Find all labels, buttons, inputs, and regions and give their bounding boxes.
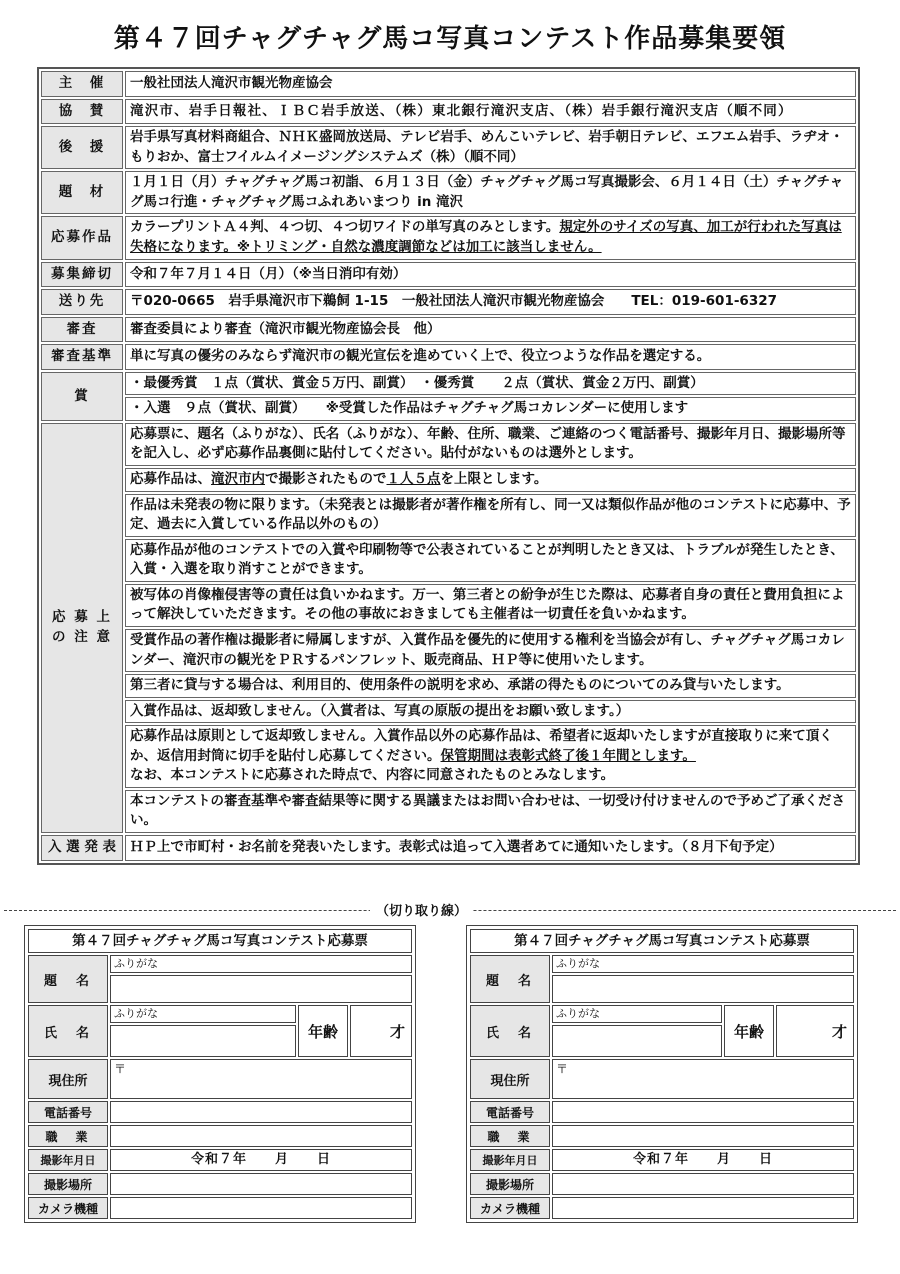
row-address xyxy=(41,289,856,315)
entry-form-title: 第４７回チャグチャグ馬コ写真コンテスト応募票 xyxy=(470,929,854,953)
title-furigana-field[interactable]: ふりがな xyxy=(110,955,412,973)
job-field[interactable] xyxy=(110,1125,412,1147)
form-phone-fields xyxy=(552,1101,854,1123)
row-prize-2 xyxy=(41,397,856,421)
form-date-fields xyxy=(110,1149,412,1171)
label-sponsor: 協 賛 xyxy=(41,99,123,125)
row-prize-1 xyxy=(41,372,856,396)
notice-item: 受賞作品の著作権は撮影者に帰属しますが、入賞作品を優先的に使用する権利を当協会が有し、チャグチャグ馬コカレンダー、滝沢市の観光をＰＲするパンフレット、販売商品、ＨＰ等に使用いたします。 xyxy=(125,629,856,672)
age-label: 年齢 xyxy=(724,1005,774,1057)
form-label-date: 撮影年月日 xyxy=(28,1149,108,1171)
form-row-date xyxy=(470,1149,854,1171)
form-label-address: 現住所 xyxy=(28,1059,108,1099)
notice-item: 応募作品が他のコンテストでの入賞や印刷物等で公表されていることが判明したとき又は、トラブルが発生したとき、入賞・入選を取り消すことができます。 xyxy=(125,539,856,582)
page-title: 第４７回チャグチャグ馬コ写真コンテスト作品募集要領 xyxy=(113,24,787,54)
form-address-fields xyxy=(110,1059,412,1099)
row-notice-10 xyxy=(41,790,856,833)
label-address: 送り先 xyxy=(41,289,123,315)
form-row-name xyxy=(470,1005,854,1057)
form-label-date: 撮影年月日 xyxy=(470,1149,550,1171)
form-row-place xyxy=(470,1173,854,1195)
form-label-place: 撮影場所 xyxy=(470,1173,550,1195)
row-judging xyxy=(41,317,856,343)
return-text-c: なお、本コンテストに応募された時点で、内容に同意されたものとみなします。 xyxy=(130,767,615,784)
form-place-fields xyxy=(110,1173,412,1195)
entry-form-left xyxy=(24,925,416,1223)
address-field[interactable] xyxy=(110,1059,412,1099)
title-field[interactable] xyxy=(110,975,412,1003)
value-organizer: 一般社団法人滝沢市観光物産協会 xyxy=(125,71,856,97)
form-title-fields xyxy=(110,955,412,1003)
form-label-camera: カメラ機種 xyxy=(28,1197,108,1219)
title-field[interactable] xyxy=(552,975,854,1003)
age-field[interactable] xyxy=(350,1005,412,1057)
limit-text-d: １人５点 xyxy=(386,471,441,487)
entry-format-text: カラープリントＡ４判、４つ切、４つ切ワイドの単写真のみとします。 xyxy=(130,219,560,236)
cut-line-label: （切り取り線） xyxy=(370,900,473,919)
limit-text-b: 滝沢市内 xyxy=(211,471,265,487)
row-notice-7 xyxy=(41,674,856,698)
form-row-phone xyxy=(470,1101,854,1123)
form-title-fields xyxy=(552,955,854,1003)
name-field[interactable] xyxy=(552,1025,722,1057)
notice-item-limit xyxy=(125,468,856,492)
phone-field[interactable] xyxy=(552,1101,854,1123)
form-label-phone: 電話番号 xyxy=(470,1101,550,1123)
age-unit: 才 xyxy=(831,1022,847,1041)
camera-field[interactable] xyxy=(110,1197,412,1219)
value-deadline: 令和７年７月１４日（月）（※当日消印有効） xyxy=(125,262,856,288)
value-judging: 審査委員により審査（滝沢市観光物産協会長 他） xyxy=(125,317,856,343)
age-unit: 才 xyxy=(389,1022,405,1041)
form-label-title: 題 名 xyxy=(470,955,550,1003)
form-camera-fields xyxy=(110,1197,412,1219)
form-row-camera xyxy=(470,1197,854,1219)
title-furigana-field[interactable]: ふりがな xyxy=(552,955,854,973)
form-row-name xyxy=(28,1005,412,1057)
place-field[interactable] xyxy=(110,1173,412,1195)
label-subject: 題 材 xyxy=(41,171,123,214)
row-notice-6 xyxy=(41,629,856,672)
label-notice-line2: の 注 意 xyxy=(52,628,112,645)
label-criteria: 審査基準 xyxy=(41,344,123,370)
row-subject xyxy=(41,171,856,214)
value-prize-1: ・最優秀賞 １点（賞状、賞金５万円、副賞） ・優秀賞 ２点（賞状、賞金２万円、副賞） xyxy=(125,372,856,396)
age-label: 年齢 xyxy=(298,1005,348,1057)
value-criteria: 単に写真の優劣のみならず滝沢市の観光宣伝を進めていく上で、役立つような作品を選定する。 xyxy=(125,344,856,370)
form-row-address xyxy=(28,1059,412,1099)
row-notice-1 xyxy=(41,423,856,466)
entry-form-title: 第４７回チャグチャグ馬コ写真コンテスト応募票 xyxy=(28,929,412,953)
label-notice xyxy=(41,423,123,833)
form-row-place xyxy=(28,1173,412,1195)
job-field[interactable] xyxy=(552,1125,854,1147)
form-job-fields xyxy=(552,1125,854,1147)
name-furigana-field[interactable]: ふりがな xyxy=(110,1005,296,1023)
form-label-camera: カメラ機種 xyxy=(470,1197,550,1219)
form-label-place: 撮影場所 xyxy=(28,1173,108,1195)
form-label-title: 題 名 xyxy=(28,955,108,1003)
value-supporter: 岩手県写真材料商組合、ＮＨＫ盛岡放送局、テレビ岩手、めんこいテレビ、岩手朝日テレビ、エフエム岩手、ラヂオ・もりおか、富士フイルムイメージングシステムズ（株）（順不同） xyxy=(125,126,856,169)
age-field[interactable] xyxy=(776,1005,854,1057)
value-entry xyxy=(125,216,856,259)
form-name-fields xyxy=(110,1005,296,1057)
value-sponsor: 滝沢市、岩手日報社、ＩＢＣ岩手放送、（株）東北銀行滝沢支店、（株）岩手銀行滝沢支店（順不同） xyxy=(125,99,856,125)
form-row-phone xyxy=(28,1101,412,1123)
name-field[interactable] xyxy=(110,1025,296,1057)
label-deadline: 募集締切 xyxy=(41,262,123,288)
cut-line xyxy=(0,900,900,920)
form-place-fields xyxy=(552,1173,854,1195)
form-address-fields xyxy=(552,1059,854,1099)
label-entry: 応募作品 xyxy=(41,216,123,259)
form-row-date xyxy=(28,1149,412,1171)
notice-item: 第三者に貸与する場合は、利用目的、使用条件の説明を求め、承諾の得たものについてのみ貸与いたします。 xyxy=(125,674,856,698)
guidelines-table xyxy=(37,67,860,865)
form-row-job xyxy=(28,1125,412,1147)
name-furigana-field[interactable]: ふりがな xyxy=(552,1005,722,1023)
form-job-fields xyxy=(110,1125,412,1147)
label-notice-line1: 応 募 上 xyxy=(52,609,112,626)
date-field[interactable]: 令和７年 月 日 xyxy=(552,1149,854,1171)
address-field[interactable] xyxy=(552,1059,854,1099)
form-name-fields xyxy=(552,1005,722,1057)
form-row-job xyxy=(470,1125,854,1147)
form-row-camera xyxy=(28,1197,412,1219)
limit-text-c: で撮影されたもので xyxy=(265,471,387,487)
row-entry xyxy=(41,216,856,259)
limit-text-e: を上限とします。 xyxy=(440,471,548,487)
label-organizer: 主 催 xyxy=(41,71,123,97)
row-criteria xyxy=(41,344,856,370)
return-text-a: 応募作品は原則として返却致しません。入賞作品以外の応募作品は、希望者に返却いたしますが直接取りに来て頂くか、返信用封筒に切手を貼付し応募してください。 xyxy=(130,728,833,764)
label-supporter: 後 援 xyxy=(41,126,123,169)
row-notice-8 xyxy=(41,700,856,724)
label-announce: 入 選 発 表 xyxy=(41,835,123,861)
form-label-job: 職 業 xyxy=(28,1125,108,1147)
form-label-phone: 電話番号 xyxy=(28,1101,108,1123)
row-notice-2 xyxy=(41,468,856,492)
value-subject: １月１日（月）チャグチャグ馬コ初詣、６月１３日（金）チャグチャグ馬コ写真撮影会、６月１４日（土）チャグチャグ馬コ行進・チャグチャグ馬コふれあいまつり in 滝沢 xyxy=(125,171,856,214)
value-announce: ＨＰ上で市町村・お名前を発表いたします。表彰式は追って入選者あてに通知いたします。（８月下旬予定） xyxy=(125,835,856,861)
camera-field[interactable] xyxy=(552,1197,854,1219)
zip-mark: 〒 xyxy=(556,1062,569,1076)
entry-rule-text: 規定外のサイズの写真、加工が行われた写真は失格になります。※トリミング・自然な濃度調節などは加工に該当しません。 xyxy=(130,219,842,255)
form-row-title xyxy=(470,955,854,1003)
date-field[interactable]: 令和７年 月 日 xyxy=(110,1149,412,1171)
row-announce xyxy=(41,835,856,861)
form-label-name: 氏 名 xyxy=(470,1005,550,1057)
form-label-address: 現住所 xyxy=(470,1059,550,1099)
row-deadline xyxy=(41,262,856,288)
value-prize-2: ・入選 ９点（賞状、副賞） ※受賞した作品はチャグチャグ馬コカレンダーに使用します xyxy=(125,397,856,421)
value-address: 〒020-0665 岩手県滝沢市下鵜飼 1-15 一般社団法人滝沢市観光物産協会 TEL：019-601-6327 xyxy=(125,289,856,315)
form-label-job: 職 業 xyxy=(470,1125,550,1147)
notice-item: 入賞作品は、返却致しません。（入賞者は、写真の原版の提出をお願い致します。） xyxy=(125,700,856,724)
form-camera-fields xyxy=(552,1197,854,1219)
label-prize: 賞 xyxy=(41,372,123,421)
notice-item: 本コンテストの審査基準や審査結果等に関する異議またはお問い合わせは、一切受け付けませんので予めご了承ください。 xyxy=(125,790,856,833)
form-phone-fields xyxy=(110,1101,412,1123)
label-judging: 審査 xyxy=(41,317,123,343)
row-supporter xyxy=(41,126,856,169)
form-row-title xyxy=(28,955,412,1003)
row-organizer xyxy=(41,71,856,97)
form-label-name: 氏 名 xyxy=(28,1005,108,1057)
phone-field[interactable] xyxy=(110,1101,412,1123)
form-row-address xyxy=(470,1059,854,1099)
form-date-fields xyxy=(552,1149,854,1171)
zip-mark: 〒 xyxy=(114,1062,127,1076)
limit-text-a: 応募作品は、 xyxy=(130,471,211,487)
place-field[interactable] xyxy=(552,1173,854,1195)
row-notice-3 xyxy=(41,494,856,537)
notice-item: 被写体の肖像権侵害等の責任は負いかねます。万一、第三者との紛争が生じた際は、応募者自身の責任と費用負担によって解決していただきます。その他の事故におきましても主催者は一切責任を負いかねます。 xyxy=(125,584,856,627)
row-notice-4 xyxy=(41,539,856,582)
notice-item-return xyxy=(125,725,856,788)
row-notice-5 xyxy=(41,584,856,627)
row-sponsor xyxy=(41,99,856,125)
notice-item: 応募票に、題名（ふりがな）、氏名（ふりがな）、年齢、住所、職業、ご連絡のつく電話番号、撮影年月日、撮影場所等を記入し、必ず応募作品裏側に貼付してください。貼付がないものは選外とします。 xyxy=(125,423,856,466)
return-text-b: 保管期間は表彰式終了後１年間とします。 xyxy=(440,747,696,764)
entry-form-right xyxy=(466,925,858,1223)
notice-item: 作品は未発表の物に限ります。（未発表とは撮影者が著作権を所有し、同一又は類似作品が他のコンテストに応募中、予定、過去に入賞している作品以外のもの） xyxy=(125,494,856,537)
row-notice-9 xyxy=(41,725,856,788)
